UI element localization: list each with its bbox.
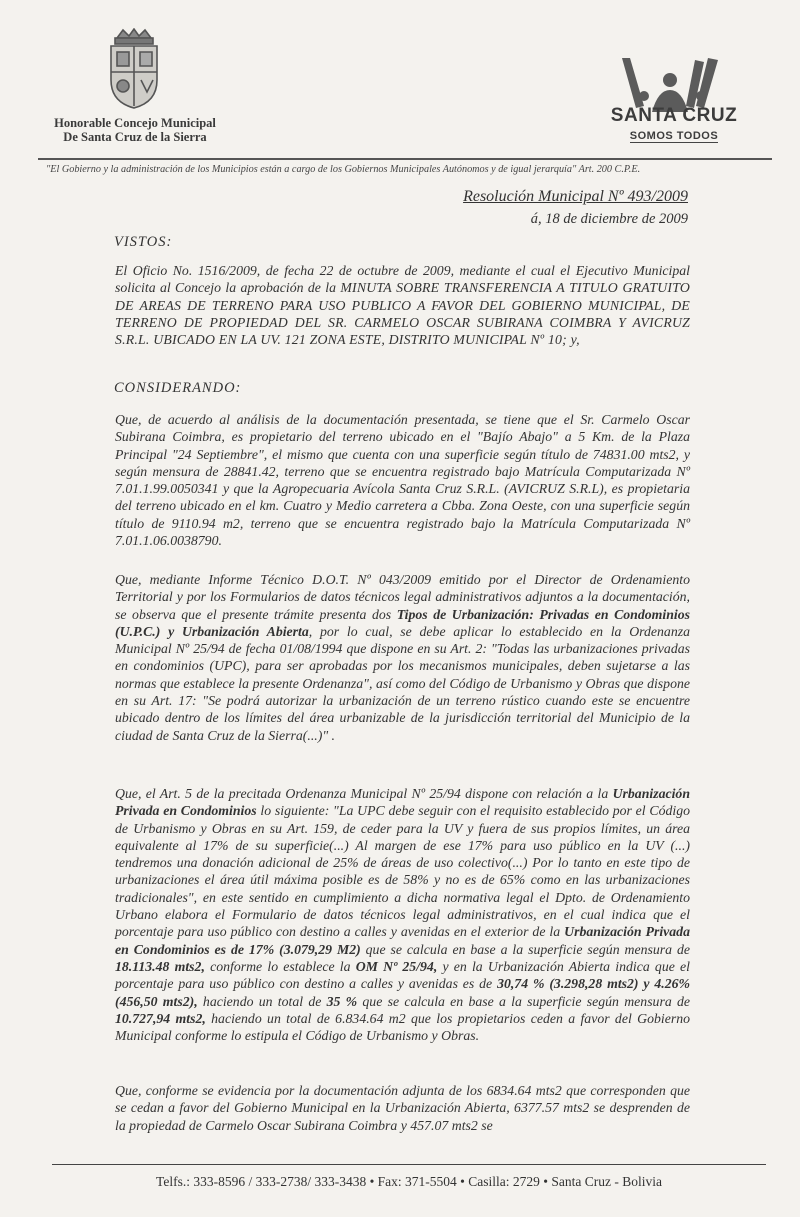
header-divider [38,158,772,160]
text: Que, mediante Informe Técnico D.O.T. Nº 043/2009 emitido por el Director de Ordenamiento Territorial y por los Formularios de datos técnicos legal administrativos adjuntos a la documentación, se observa que el presente trámite presenta dos [115,572,690,622]
council-name-line1: Honorable Concejo Municipal [54,116,216,130]
council-name [40,116,230,144]
heading-considerando: CONSIDERANDO: [114,380,242,396]
text: que se calcula en base a la superficie según mensura de [360,941,690,957]
bold-text: 10.727,94 mts2, [115,1010,206,1026]
bold-text: 35 % [326,993,358,1009]
paragraph-vistos [115,262,690,348]
logo-slogan: SOMOS TODOS [629,130,719,142]
bold-text: 30,74 % (3.298,28 mts2) y 4.26% (456,50 mts2), [115,976,691,1009]
text: lo siguiente: "La UPC debe seguir con el requisito establecido por el Código de Urbanismo y Obras en su Art. 159, de ceder para la UV y fuera de sus propios límites, un área equivalente al 17% de su superficie(...) Al margen de ese 17% para uso público en la UV (...) tendremos una donación adicional de 25% de áreas de uso colectivo(...) Por lo tanto en este tipo de urbanizaciones el área útil máxima posible es de 58% y no es de 65% como en las urbanizaciones tradicionales", en este sentido en cumplimiento a dicha normativa legal el Dpto. de Ordenamiento Urbano elabora el Formulario de datos técnicos legal administrativos, en el cual indica que el porcentaje para uso público con destino a calles y avenidas en el exterior de la [115,803,690,940]
footer-divider [52,1164,766,1165]
santa-cruz-logo-text [610,106,738,144]
text: que se calcula en base a la superficie según mensura de [357,993,690,1009]
minuta-title: MINUTA SOBRE TRANSFERENCIA A TITULO GRATUITO DE AREAS DE TERRENO PARA USO PUBLICO A FAVOR DEL GOBIERNO MUNICIPAL, DE TERRENO DE PROPIEDAD DEL SR. CARMELO OSCAR SUBIRANA COIMBRA Y AVICRUZ S.R.L. UBICADO EN LA UV. 121 ZONA ESTE, DISTRITO MUNICIPAL Nº 10; y, [115,280,690,348]
paragraph-considerando-4: Que, conforme se evidencia por la documentación adjunta de los 6834.64 mts2 que corresponden que se cedan a favor del Gobierno Municipal en la Urbanización Abierta, 6377.57 mts2 se desprenden de la propiedad de Carmelo Oscar Subirana Coimbra y 457.07 mts2 se [115,1083,690,1133]
text: haciendo un total de [197,993,327,1009]
constitution-quote: "El Gobierno y la administración de los Municipios están a cargo de los Gobiernos Municipales Autónomos y de igual jerarquía" Art. 200 C.P.E. [46,164,641,175]
text: , por lo cual, se debe aplicar lo establecido en la Ordenanza Municipal Nº 25/94 de fecha 01/08/1994 que dispone en su Art. 2: "Todas las urbanizaciones privadas en condominios (UPC), para ser aprobadas por los mecanismos municipales, deben sujetarse a las normas que establece la presente Ordenanza", así como del Código de Urbanismo y Obras que dispone en su Art. 17: "Se podrá autorizar la urbanización de un terreno rústico cuando este se encuentre ubicado dentro de los límites del área urbanizable de la jurisdicción territorial del Municipio de la ciudad de Santa Cruz de la Sierra(...)" . [115,623,690,743]
municipal-crest-icon [103,28,165,112]
text: y en la Urbanización Abierta indica que el porcentaje para uso público con destino a calles y avenidas es de [115,958,690,992]
bold-text: OM Nº 25/94, [355,958,438,974]
text: El Oficio No. 1516/2009, de fecha 22 de octubre de 2009, mediante el cual el Ejecutivo Municipal solicita al Concejo la aprobación de la [115,263,690,296]
logo-title: SANTA CRUZ [610,105,738,126]
resolution-date: á, 18 de diciembre de 2009 [530,211,688,227]
paragraph-considerando-2 [115,571,690,744]
heading-vistos: VISTOS: [114,234,173,250]
footer-contact: Telfs.: 333-8596 / 333-2738/ 333-3438 • Fax: 371-5504 • Casilla: 2729 • Santa Cruz - Bolivia [156,1174,662,1189]
text: conforme lo establece la [204,958,356,974]
bold-text: Tipos de Urbanización: Privadas en Condominios (U.P.C.) y Urbanización Abierta [115,606,690,639]
bold-text: 18.113.48 mts2, [115,958,205,974]
text: Que, el Art. 5 de la precitada Ordenanza Municipal Nº 25/94 dispone con relación a la [115,786,613,801]
paragraph-considerando-1: Que, de acuerdo al análisis de la documentación presentada, se tiene que el Sr. Carmelo Oscar Subirana Coimbra, es propietario del terreno ubicado en el "Bajío Abajo" a 5 Km. de la Plaza Principal "24 Septiembre", el mismo que cuenta con una superficie según título de 74831.00 mts2, y según mensura de 28841.42, terreno que se encuentra registrado bajo Matrícula Computarizada Nº 7.01.1.99.0050341 y que la Agropecuaria Avícola Santa Cruz S.R.L. (AVICRUZ S.R.L), es propietaria del terreno ubicado en el km. Cuatro y Medio carretera a Cbba. Zona Oeste, con una superficie según título de 9110.94 m2, terreno que se encuentra registrado bajo la Matrícula Computarizada Nº 7.01.1.06.0038790. [115,412,690,549]
text: haciendo un total de 6.834.64 m2 que los propietarios ceden a favor del Gobierno Municipal conforme lo estipula el Código de Urbanismo y Obras. [115,1010,690,1044]
paragraph-considerando-3 [115,785,690,1044]
bold-text: Urbanización Privada en Condominios es de 17% (3.079,29 M2) [115,924,690,957]
council-name-line2: De Santa Cruz de la Sierra [63,130,207,144]
resolution-number: Resolución Municipal Nº 493/2009 [463,188,688,205]
bold-text: Urbanización Privada en Condominios [115,786,690,819]
